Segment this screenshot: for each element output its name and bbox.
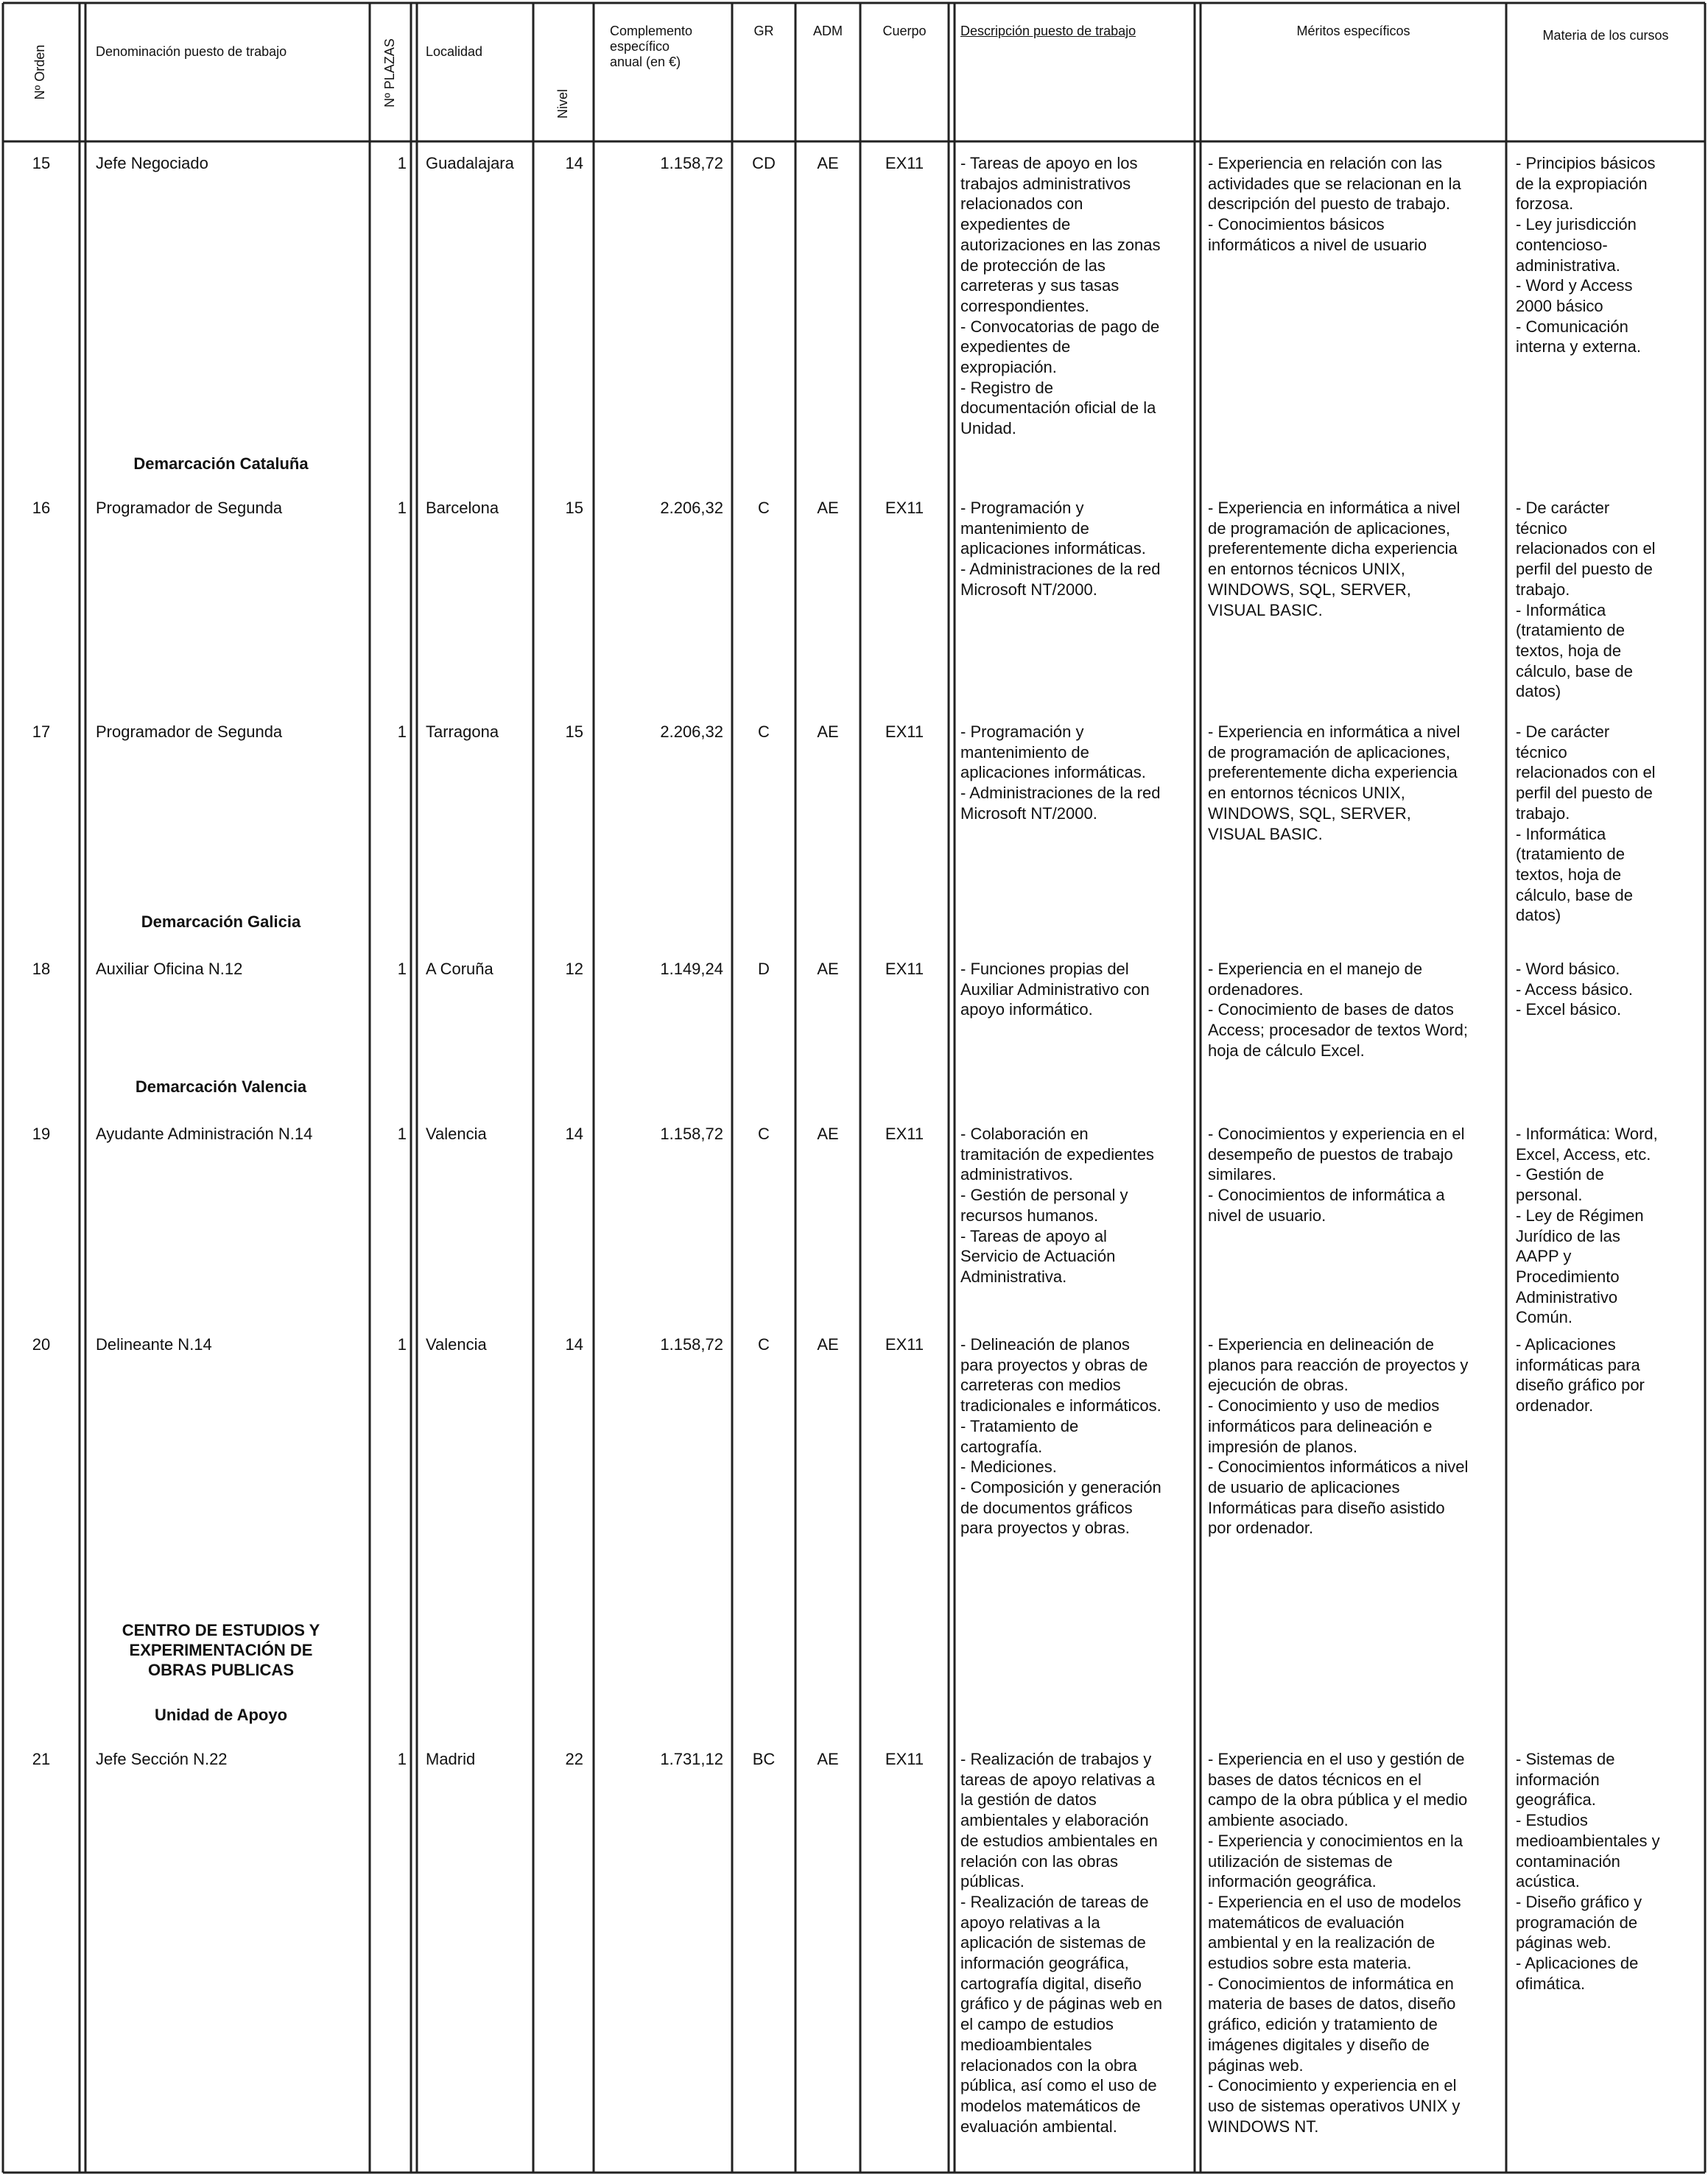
cell-descripcion: - Programación y mantenimiento de aplicaciones informáticas. - Administraciones de la red Microsoft NT/2000. [960, 722, 1161, 823]
cell-denominacion: Programador de Segunda [96, 499, 283, 517]
cell-materia: - Sistemas de información geográfica. - Estudios medioambientales y contaminación acústica. - Diseño gráfico y programación de páginas web. - Aplicaciones de ofimática. [1516, 1750, 1660, 1993]
cell-complemento: 1.158,72 [660, 1335, 723, 1354]
cell-denominacion: Auxiliar Oficina N.12 [96, 960, 243, 978]
cell-orden: 18 [32, 960, 51, 978]
cell-orden: 21 [32, 1750, 51, 1768]
cell-adm: AE [817, 154, 839, 172]
cell-denominacion: Ayudante Administración N.14 [96, 1125, 313, 1143]
section-valencia: Demarcación Valencia [135, 1077, 307, 1096]
cell-meritos: - Experiencia en informática a nivel de programación de aplicaciones, preferentemente dicha experiencia en entornos técnicos UNIX, WINDOWS, SQL, SERVER, VISUAL BASIC. [1208, 722, 1461, 843]
cell-materia: - Word básico. - Access básico. - Excel básico. [1516, 960, 1633, 1019]
cell-nivel: 14 [565, 154, 583, 172]
cell-localidad: Barcelona [426, 499, 499, 517]
cell-gr: C [758, 1335, 770, 1354]
cell-gr: C [758, 722, 770, 741]
header-localidad: Localidad [426, 44, 483, 59]
cell-localidad: Guadalajara [426, 154, 514, 172]
header-materia: Materia de los cursos [1542, 28, 1669, 43]
cell-plazas: 1 [397, 722, 407, 741]
header-nivel: Nivel [555, 89, 570, 119]
cell-meritos: - Experiencia en delineación de planos para reacción de proyectos y ejecución de obras. - Conocimiento y uso de medios informáticos para delineación e impresión de planos. - Conocimientos informáticos a nivel de usuario de aplicaciones Informáticas para diseño asistido por ordenador. [1208, 1335, 1469, 1538]
cell-adm: AE [817, 499, 839, 517]
header-meritos: Méritos específicos [1296, 24, 1410, 38]
cell-descripcion: - Delineación de planos para proyectos y obras de carreteras con medios tradicionales e informáticos. - Tratamiento de cartografía. - Mediciones. - Composición y generación de documentos gráficos para proyectos y obras. [960, 1335, 1161, 1538]
cell-meritos: - Experiencia en el manejo de ordenadores. - Conocimiento de bases de datos Access; procesador de textos Word; hoja de cálculo Excel. [1208, 960, 1468, 1060]
cell-complemento: 2.206,32 [660, 499, 723, 517]
cell-plazas: 1 [397, 960, 407, 978]
section-unidad: Unidad de Apoyo [154, 1706, 288, 1724]
cell-orden: 16 [32, 499, 51, 517]
cell-cuerpo: EX11 [885, 154, 924, 172]
cell-descripcion: - Funciones propias del Auxiliar Administrativo con apoyo informático. [960, 960, 1150, 1019]
cell-complemento: 1.149,24 [660, 960, 723, 978]
section-cedex: CENTRO DE ESTUDIOS Y EXPERIMENTACIÓN DE OBRAS PUBLICAS [122, 1621, 320, 1679]
cell-orden: 19 [32, 1125, 51, 1143]
header-orden: Nº Orden [32, 44, 47, 100]
cell-denominacion: Programador de Segunda [96, 722, 283, 741]
cell-nivel: 15 [565, 499, 583, 517]
cell-plazas: 1 [397, 1335, 407, 1354]
cell-plazas: 1 [397, 499, 407, 517]
header-gr: GR [753, 24, 774, 38]
cell-localidad: Valencia [426, 1125, 487, 1143]
cell-localidad: Valencia [426, 1335, 487, 1354]
cell-gr: BC [752, 1750, 776, 1768]
cell-adm: AE [817, 1335, 839, 1354]
header-cuerpo: Cuerpo [882, 24, 927, 38]
cell-cuerpo: EX11 [885, 499, 924, 517]
cell-descripcion: - Programación y mantenimiento de aplicaciones informáticas. - Administraciones de la red Microsoft NT/2000. [960, 499, 1161, 599]
header-denominacion: Denominación puesto de trabajo [96, 44, 287, 59]
cell-nivel: 14 [565, 1335, 583, 1354]
cell-adm: AE [817, 1125, 839, 1143]
cell-plazas: 1 [397, 154, 407, 172]
cell-denominacion: Delineante N.14 [96, 1335, 212, 1354]
cell-materia: - Informática: Word, Excel, Access, etc. - Gestión de personal. - Ley de Régimen Jurídico de las AAPP y Procedimiento Administrativo Común. [1516, 1125, 1658, 1327]
cell-denominacion: Jefe Negociado [96, 154, 208, 172]
cell-materia: - De carácter técnico relacionados con el perfil del puesto de trabajo. - Informática (tratamiento de textos, hoja de cálculo, base de datos) [1516, 722, 1656, 925]
cell-localidad: Madrid [426, 1750, 476, 1768]
cell-nivel: 15 [565, 722, 583, 741]
header-complemento: Complemento específico anual (en €) [610, 24, 693, 69]
cell-denominacion: Jefe Sección N.22 [96, 1750, 228, 1768]
cell-localidad: A Coruña [426, 960, 493, 978]
cell-cuerpo: EX11 [885, 960, 924, 978]
cell-meritos: - Experiencia en informática a nivel de programación de aplicaciones, preferentemente dicha experiencia en entornos técnicos UNIX, WINDOWS, SQL, SERVER, VISUAL BASIC. [1208, 499, 1461, 619]
cell-gr: C [758, 499, 770, 517]
cell-orden: 20 [32, 1335, 51, 1354]
section-galicia: Demarcación Galicia [141, 912, 301, 931]
cell-gr: C [758, 1125, 770, 1143]
cell-gr: CD [752, 154, 776, 172]
cell-cuerpo: EX11 [885, 1335, 924, 1354]
cell-materia: - Aplicaciones informáticas para diseño gráfico por ordenador. [1516, 1335, 1645, 1415]
header-descripcion: Descripción puesto de trabajo [960, 24, 1136, 38]
cell-complemento: 1.158,72 [660, 1125, 723, 1143]
cell-complemento: 1.731,12 [660, 1750, 723, 1768]
header-adm: ADM [813, 24, 843, 38]
cell-meritos: - Experiencia en el uso y gestión de bases de datos técnicos en el campo de la obra pública y el medio ambiente asociado. - Experiencia y conocimientos en la utilización de sistemas de información geográfica. - Experiencia en el uso de modelos matemáticos de evaluación ambiental y en la realización de estudios sobre esta materia. - Conocimientos de informática en materia de bases de datos, diseño gráfico, edición y tratamiento de imágenes digitales y diseño de páginas web. - Conocimiento y experiencia en el uso de sistemas operativos UNIX y WINDOWS NT. [1208, 1750, 1468, 2136]
header-plazas: Nº PLAZAS [382, 38, 397, 108]
cell-plazas: 1 [397, 1125, 407, 1143]
cell-plazas: 1 [397, 1750, 407, 1768]
cell-nivel: 14 [565, 1125, 583, 1143]
cell-adm: AE [817, 722, 839, 741]
cell-localidad: Tarragona [426, 722, 499, 741]
cell-materia: - De carácter técnico relacionados con el perfil del puesto de trabajo. - Informática (tratamiento de textos, hoja de cálculo, base de datos) [1516, 499, 1656, 701]
cell-meritos: - Conocimientos y experiencia en el desempeño de puestos de trabajo similares. - Conocimientos de informática a nivel de usuario. [1208, 1125, 1465, 1225]
cell-adm: AE [817, 960, 839, 978]
cell-cuerpo: EX11 [885, 1750, 924, 1768]
cell-descripcion: - Tareas de apoyo en los trabajos administrativos relacionados con expedientes de autorizaciones en las zonas de protección de las carreteras y sus tasas correspondientes. - Convocatorias de pago de expedientes de expropiación. - Registro de documentación oficial de la Unidad. [960, 154, 1161, 438]
cell-descripcion: - Colaboración en tramitación de expedientes administrativos. - Gestión de personal y recursos humanos. - Tareas de apoyo al Servicio de Actuación Administrativa. [960, 1125, 1154, 1286]
cell-complemento: 2.206,32 [660, 722, 723, 741]
cell-complemento: 1.158,72 [660, 154, 723, 172]
cell-materia: - Principios básicos de la expropiación forzosa. - Ley jurisdicción contencioso- administrativa. - Word y Access 2000 básico - Comunicación interna y externa. [1516, 154, 1656, 356]
cell-gr: D [758, 960, 770, 978]
cell-orden: 17 [32, 722, 51, 741]
cell-orden: 15 [32, 154, 51, 172]
cell-nivel: 22 [565, 1750, 583, 1768]
cell-meritos: - Experiencia en relación con las actividades que se relacionan en la descripción del puesto de trabajo. - Conocimientos básicos informáticos a nivel de usuario [1208, 154, 1461, 254]
section-cataluna: Demarcación Cataluña [133, 454, 309, 473]
cell-cuerpo: EX11 [885, 1125, 924, 1143]
cell-nivel: 12 [565, 960, 583, 978]
cell-descripcion: - Realización de trabajos y tareas de apoyo relativas a la gestión de datos ambientales y elaboración de estudios ambientales en relación con las obras públicas. - Realización de tareas de apoyo relativas a la aplicación de sistemas de información geográfica, cartografía digital, diseño gráfico y de páginas web en el campo de estudios medioambientales relacionados con la obra pública, así como el uso de modelos matemáticos de evaluación ambiental. [960, 1750, 1162, 2136]
cell-adm: AE [817, 1750, 839, 1768]
cell-cuerpo: EX11 [885, 722, 924, 741]
